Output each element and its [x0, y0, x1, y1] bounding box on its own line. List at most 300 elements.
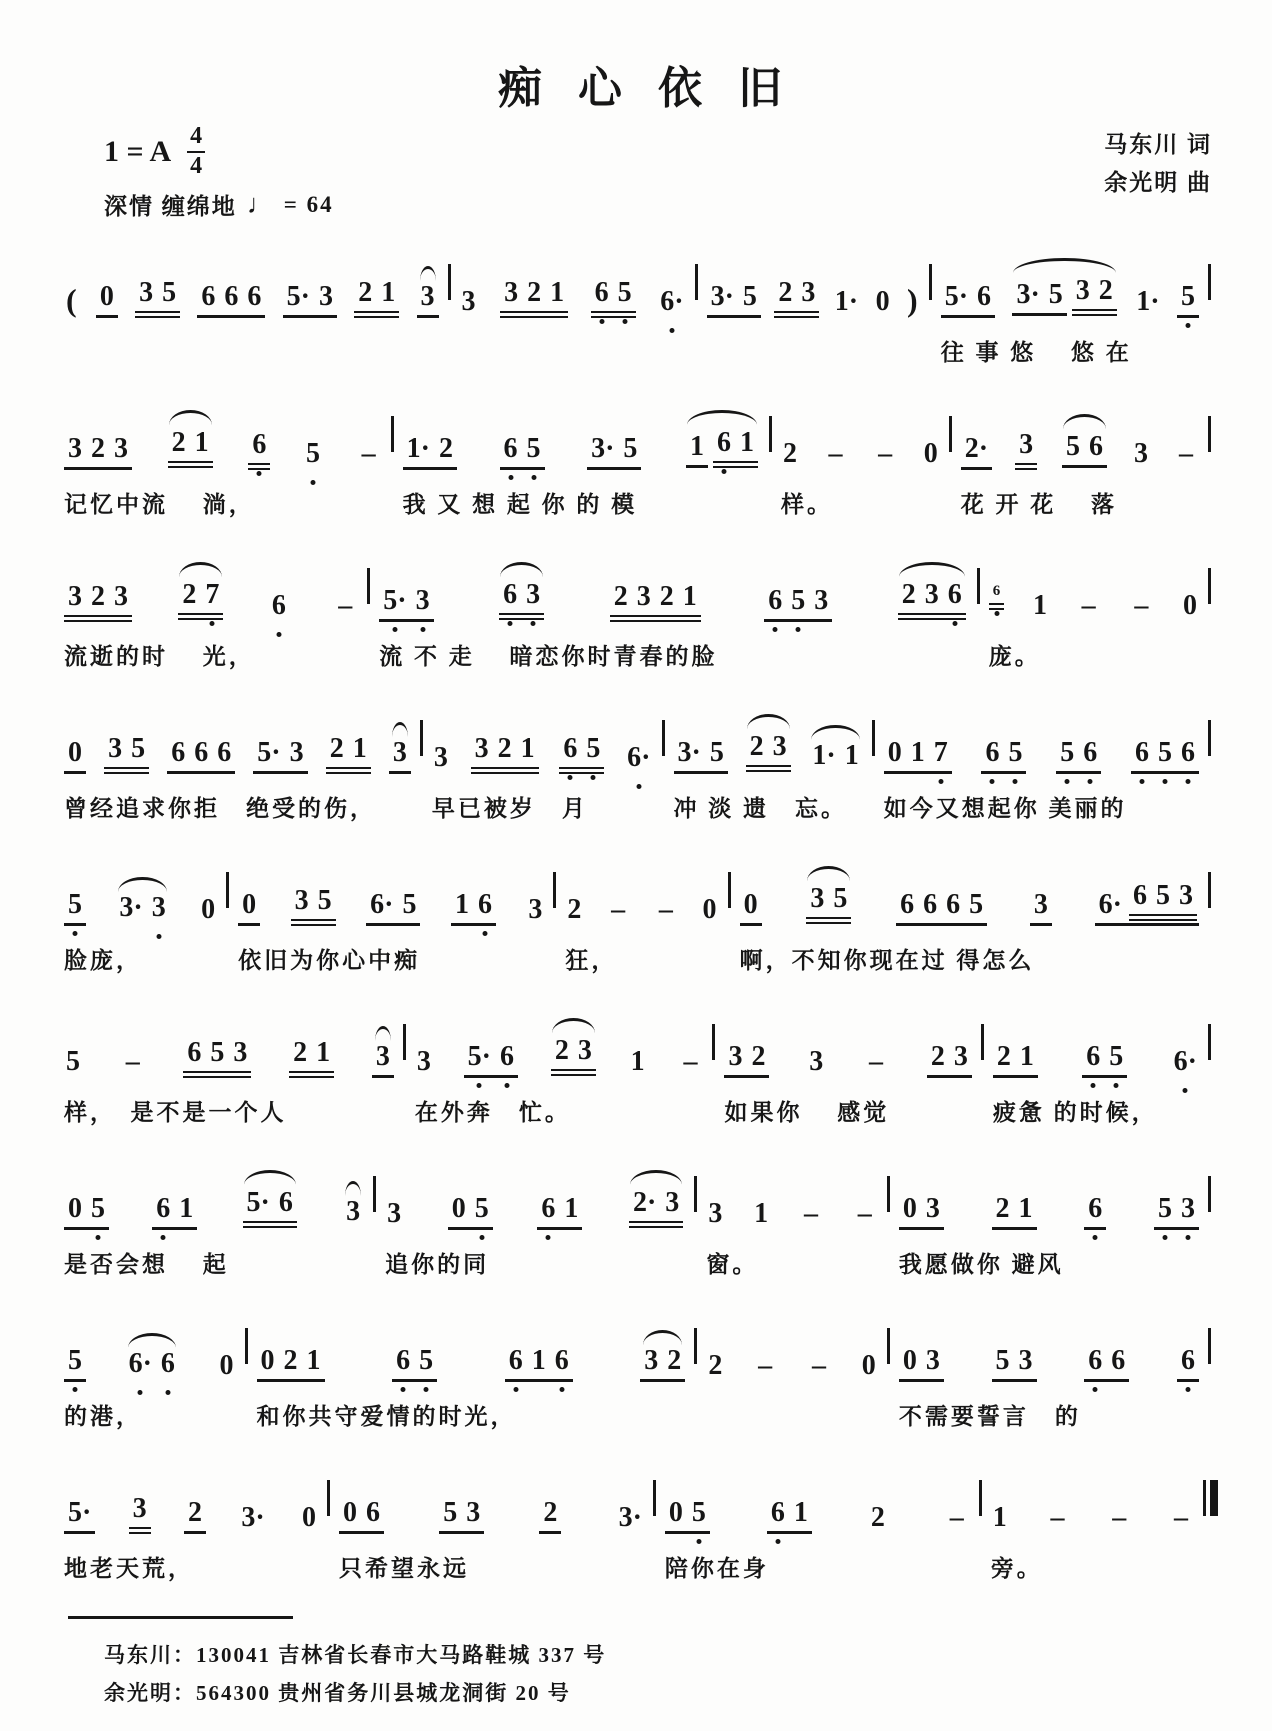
note-token: 3	[728, 1041, 743, 1072]
note-group	[1072, 273, 1117, 316]
note-token: 6	[715, 427, 733, 459]
measure	[663, 1464, 972, 1583]
note-token: 6	[1179, 737, 1197, 769]
note-token: 5	[1156, 737, 1174, 769]
note-group	[64, 887, 86, 926]
notes-row	[64, 1160, 364, 1230]
note-token: –	[1173, 1502, 1188, 1533]
notes-row	[432, 704, 653, 774]
measure	[62, 1160, 366, 1279]
measure	[959, 400, 1201, 519]
lyric-text: 如今又想起你 美丽的	[883, 796, 1127, 821]
note-group	[896, 575, 968, 622]
octave-dot	[938, 779, 943, 784]
bar-line	[981, 1024, 984, 1060]
note-group	[899, 1343, 944, 1382]
notes-row	[781, 400, 940, 470]
score-line	[62, 1312, 1218, 1440]
note-group	[559, 731, 604, 774]
note-token: 1·	[1136, 286, 1160, 317]
note-token: 6·	[658, 286, 685, 318]
note-group	[500, 275, 568, 318]
octave-dot	[1140, 779, 1145, 784]
note-token: 6	[366, 1497, 381, 1528]
note-group	[392, 1343, 437, 1382]
bar-line	[1208, 1176, 1211, 1212]
note-token: 2	[182, 579, 197, 610]
lyric-text: 狂，	[565, 948, 618, 973]
note-group	[326, 731, 371, 774]
octave-dot	[773, 627, 778, 632]
note-token: 6	[502, 433, 520, 465]
bar-line	[1208, 872, 1211, 908]
octave-dot	[599, 319, 604, 324]
note-token: 5·	[944, 281, 969, 312]
composer-credit: 余光明 曲	[1104, 169, 1212, 195]
notes-row	[64, 248, 439, 318]
measure	[337, 1464, 646, 1583]
octave-dot	[401, 1387, 406, 1392]
note-token: –	[949, 1502, 964, 1533]
note-token: 5·	[257, 737, 281, 768]
notes-row	[941, 248, 1199, 318]
note-token: 0	[242, 889, 257, 920]
note-token: 5	[969, 889, 984, 920]
lyric-text: 冲 淡 遗 忘。	[673, 796, 848, 821]
note-group	[257, 1343, 325, 1382]
octave-dot	[257, 471, 262, 476]
note-token: 5	[709, 737, 724, 768]
note-token: 5	[417, 1345, 435, 1377]
bar-line	[712, 1024, 715, 1060]
note-group	[992, 1191, 1037, 1230]
measure	[430, 704, 655, 823]
note-token: 5	[402, 889, 417, 920]
octave-dot	[1093, 1387, 1098, 1392]
octave-dot	[420, 627, 425, 632]
note-group	[184, 1495, 206, 1534]
note-group	[372, 1039, 394, 1078]
bar-line	[1208, 568, 1211, 604]
bar-line	[949, 416, 952, 452]
note-group	[899, 1191, 944, 1230]
note-token: 3	[925, 1193, 940, 1224]
lyric-text: 不需要誓言 的	[898, 1404, 1081, 1429]
note-token: 3	[524, 579, 542, 611]
note-token: 3	[528, 894, 543, 925]
octave-dot	[696, 1539, 701, 1544]
note-group	[941, 279, 995, 318]
note-token: 3	[809, 1046, 824, 1077]
note-token: 5·	[246, 1187, 270, 1218]
note-token: 5	[616, 277, 634, 309]
measure	[62, 248, 441, 362]
octave-dot	[669, 328, 674, 333]
octave-dot	[165, 1390, 170, 1395]
note-token: 0	[343, 1497, 358, 1528]
note-group	[366, 887, 420, 926]
lyric-text: 流逝的时 光，	[64, 644, 255, 669]
bar-line	[653, 1480, 656, 1516]
note-token: 6	[553, 1345, 571, 1377]
page-footer	[62, 1616, 1218, 1707]
note-token: 1	[352, 733, 367, 764]
note-token: 3	[1019, 429, 1034, 460]
octave-dot	[505, 1083, 510, 1088]
note-group	[283, 279, 337, 318]
note-token: –	[1178, 438, 1193, 469]
score-line	[62, 704, 1218, 832]
note-group	[64, 1495, 95, 1534]
measure	[62, 704, 413, 823]
note-token: 2	[329, 733, 344, 764]
note-token: 6	[769, 1497, 787, 1529]
note-group	[665, 1495, 710, 1534]
note-token: 3	[114, 581, 128, 612]
note-token: 0	[302, 1502, 316, 1533]
note-group	[64, 431, 132, 470]
note-token: 3·	[618, 1502, 642, 1533]
note-group	[898, 577, 966, 620]
note-group	[537, 1191, 582, 1230]
note-token: 6	[270, 590, 288, 622]
lyric-text: 依旧为你心中痴	[238, 948, 421, 973]
note-token: 5	[131, 733, 146, 764]
note-group	[1084, 1343, 1129, 1382]
note-token: –	[1050, 1502, 1065, 1533]
note-token: 3	[420, 281, 435, 312]
note-token: 3·	[119, 892, 143, 923]
note-token: 2	[930, 1041, 945, 1072]
note-token: 6·	[370, 889, 394, 920]
note-token: 2	[497, 733, 512, 764]
bar-line	[226, 872, 229, 908]
note-token: 2	[1098, 275, 1113, 306]
octave-dot	[1065, 779, 1070, 784]
note-token: 7	[203, 579, 221, 611]
note-group	[744, 727, 793, 774]
song-title: 痴心依旧	[498, 64, 818, 113]
note-token: 1·	[406, 433, 430, 464]
octave-dot	[1093, 1235, 1098, 1240]
notes-row	[993, 1008, 1199, 1078]
measure	[62, 552, 360, 671]
octave-dot	[622, 319, 627, 324]
note-token: 1	[1032, 590, 1047, 621]
lyric-text: 样， 是不是一个人	[64, 1100, 287, 1125]
notes-row	[64, 856, 217, 926]
notes-row	[707, 248, 920, 318]
meter-denominator: 4	[190, 153, 203, 180]
bar-line	[887, 1328, 890, 1364]
notes-row	[460, 248, 686, 318]
note-group	[884, 735, 952, 774]
note-token: 0	[902, 1193, 917, 1224]
notes-row	[961, 400, 1199, 470]
note-group	[497, 575, 546, 622]
note-token: 3	[810, 883, 825, 914]
lyric-text: 陪你在身	[664, 1556, 769, 1581]
note-token: 6	[1111, 1345, 1126, 1376]
note-token: 1	[520, 733, 535, 764]
note-group	[1095, 876, 1199, 926]
lyric-text: 我愿做你 避风	[898, 1252, 1064, 1277]
note-group	[774, 275, 819, 318]
note-token: 1·	[834, 286, 859, 317]
octave-dot	[156, 934, 161, 939]
note-token: 2	[567, 894, 582, 925]
lyric-text: 旁。	[990, 1556, 1043, 1581]
note-group	[354, 275, 399, 318]
lyric-text: 窗。	[706, 1252, 759, 1277]
quarter-note-icon: ♩	[246, 189, 274, 219]
notes-row	[415, 1008, 704, 1078]
octave-dot	[1088, 779, 1093, 784]
score-line	[62, 1464, 1218, 1592]
note-group	[176, 575, 225, 622]
note-token: 2	[171, 427, 186, 458]
note-token: 2	[659, 581, 674, 612]
note-token: 6·	[1172, 1046, 1199, 1078]
note-token: 6	[1179, 1345, 1197, 1377]
lyricist-address: 马东川：130041 吉林省长春市大马路鞋城 337 号	[104, 1643, 607, 1667]
octave-dot	[1163, 779, 1168, 784]
lyric-text: 花 开 花 落	[960, 492, 1118, 517]
note-token: 3	[577, 1035, 592, 1066]
note-token: 1	[564, 1193, 579, 1224]
notes-row	[565, 856, 718, 926]
note-token: 0	[923, 438, 938, 469]
octave-dot	[513, 1387, 518, 1392]
note-token: 0	[451, 1193, 466, 1224]
note-token: 2	[293, 1037, 308, 1068]
bar-line	[245, 1328, 248, 1364]
note-token: 2	[751, 1041, 766, 1072]
measure	[987, 552, 1201, 671]
octave-dot	[1013, 779, 1018, 784]
octave-dot	[775, 1539, 780, 1544]
note-group	[610, 579, 701, 622]
meter-numerator: 4	[187, 124, 205, 153]
octave-dot	[392, 627, 397, 632]
note-group	[764, 583, 832, 622]
measure	[377, 552, 970, 671]
note-token: 5	[210, 1037, 225, 1068]
octave-dot	[990, 779, 995, 784]
note-group	[500, 431, 545, 470]
final-bar-thick	[1210, 1480, 1218, 1516]
score-line	[62, 552, 1218, 680]
note-group	[1062, 429, 1107, 468]
measure	[738, 856, 1201, 975]
notes-row	[884, 704, 1199, 774]
note-token: 3	[636, 581, 651, 612]
bar-line	[553, 872, 556, 908]
note-token: 1	[754, 1198, 769, 1229]
note-token: 5	[317, 885, 332, 916]
note-token: 3	[132, 1493, 147, 1524]
note-token: 6	[1084, 1041, 1102, 1073]
note-token: 5	[1179, 281, 1197, 313]
bar-line	[887, 1176, 890, 1212]
note-token: –	[758, 1350, 773, 1381]
bar-line	[403, 1024, 406, 1060]
note-token: 3	[801, 277, 816, 308]
note-group	[96, 279, 118, 318]
note-token: –	[611, 894, 626, 925]
note-group	[896, 887, 987, 926]
octave-dot	[531, 621, 536, 626]
lyric-text: 流 不 走 暗恋你时青春的脸	[379, 644, 718, 669]
note-token: 6·	[1098, 889, 1122, 920]
note-token: 6	[561, 733, 579, 765]
note-token: 1	[550, 277, 565, 308]
note-token: 0	[887, 737, 902, 768]
note-token: 3	[139, 277, 154, 308]
note-token: 5	[1156, 1193, 1174, 1225]
note-token: 5	[742, 281, 757, 312]
notes-row	[64, 400, 382, 470]
note-group	[389, 735, 411, 774]
note-token: 0	[68, 1193, 82, 1224]
octave-dot	[508, 475, 513, 480]
measure	[236, 856, 546, 975]
note-group	[339, 1495, 384, 1534]
bar-line	[694, 1176, 697, 1212]
measure	[255, 1312, 688, 1431]
octave-dot	[482, 931, 487, 936]
note-group	[746, 729, 791, 772]
lyric-text: 如果你 感觉	[724, 1100, 890, 1125]
bpm-value: = 64	[283, 191, 334, 217]
bar-line	[929, 264, 932, 300]
composer-address: 余光明：564300 贵州省务川县城龙洞街 20 号	[104, 1681, 571, 1705]
measure	[383, 1160, 687, 1279]
notes-row	[989, 552, 1199, 622]
note-token: 0	[68, 737, 82, 768]
bar-line	[1208, 416, 1211, 452]
note-token: –	[683, 1046, 698, 1077]
note-group	[993, 1039, 1038, 1078]
note-token: –	[878, 438, 893, 469]
note-group	[927, 1039, 972, 1078]
note-token: 3	[1178, 880, 1193, 911]
note-token: 5	[304, 438, 322, 470]
note-token: 3	[68, 433, 82, 464]
note-group	[291, 883, 336, 926]
note-token: 6	[394, 1345, 412, 1377]
bar-line	[695, 264, 698, 300]
octave-dot	[310, 480, 315, 485]
note-token: 6	[224, 281, 239, 312]
lyric-text: 早已被岁 月	[431, 796, 588, 821]
note-token: –	[828, 438, 843, 469]
notes-row	[899, 1312, 1199, 1382]
note-token: 2	[667, 1345, 682, 1376]
score-line	[62, 400, 1218, 528]
note-token: 0	[861, 1350, 876, 1381]
lyric-text: 样。	[780, 492, 833, 517]
note-group	[981, 735, 1026, 774]
note-group	[64, 735, 86, 774]
octave-dot	[1186, 779, 1191, 784]
bar-line	[373, 1176, 376, 1212]
note-token: –	[1112, 1502, 1127, 1533]
note-token: 0	[902, 1345, 917, 1376]
note-token: 3	[466, 1497, 481, 1528]
footer-divider	[68, 1616, 293, 1619]
lyric-text: 啊，不知你现在过 得怎么	[739, 948, 1035, 973]
note-token: 3	[387, 1198, 402, 1229]
bar-line	[728, 872, 731, 908]
note-token: 5	[162, 277, 177, 308]
note-token: 6	[498, 1041, 516, 1073]
note-group	[627, 1183, 685, 1230]
notes-row	[64, 1312, 236, 1382]
note-token: 1	[531, 1345, 546, 1376]
note-token: 2	[358, 277, 373, 308]
note-token: 6·	[625, 742, 652, 774]
note-token: 3	[461, 286, 476, 317]
note-token: –	[869, 1046, 884, 1077]
octave-dot	[1183, 1088, 1188, 1093]
octave-dot	[952, 621, 957, 626]
octave-dot	[796, 627, 801, 632]
note-token: 2	[995, 1193, 1010, 1224]
notes-row	[991, 1464, 1194, 1534]
bar-line	[977, 568, 980, 604]
measure	[401, 400, 762, 519]
notation-body	[62, 248, 1218, 1592]
key-signature	[104, 124, 205, 179]
note-group	[640, 1343, 685, 1382]
note-token: 1	[1019, 1041, 1034, 1072]
note-token: 3	[708, 1198, 723, 1229]
note-token: 1	[910, 737, 925, 768]
lyric-text: 在外奔 忙。	[414, 1100, 571, 1125]
note-token: (	[66, 282, 77, 318]
note-token: –	[803, 1198, 818, 1229]
note-group	[241, 1183, 299, 1230]
octave-dot	[73, 1387, 78, 1392]
measure	[62, 400, 384, 519]
note-token: 6	[476, 889, 494, 921]
note-token: 1	[179, 1193, 194, 1224]
note-group	[64, 579, 132, 622]
notes-row	[674, 704, 863, 774]
credits	[1104, 126, 1212, 202]
note-token: 3	[294, 885, 309, 916]
note-token: 5	[584, 733, 602, 765]
measure	[62, 1464, 320, 1583]
note-token: 3	[1179, 1193, 1197, 1225]
time-signature	[187, 124, 205, 179]
note-token: –	[658, 894, 673, 925]
note-token: 3	[814, 585, 829, 616]
note-token: 2	[749, 731, 764, 762]
note-token: 3	[108, 733, 123, 764]
notes-row	[403, 400, 760, 470]
note-token: 2	[283, 1345, 298, 1376]
note-token: 3	[953, 1041, 968, 1072]
note-token: 3	[289, 737, 304, 768]
note-token: 2	[188, 1497, 202, 1528]
note-token: 2·	[632, 1187, 657, 1218]
note-token: 6	[539, 1193, 557, 1225]
lyric-text: 往 事 悠 悠 在	[940, 340, 1132, 365]
octave-dot	[477, 1083, 482, 1088]
measure	[62, 1312, 238, 1431]
